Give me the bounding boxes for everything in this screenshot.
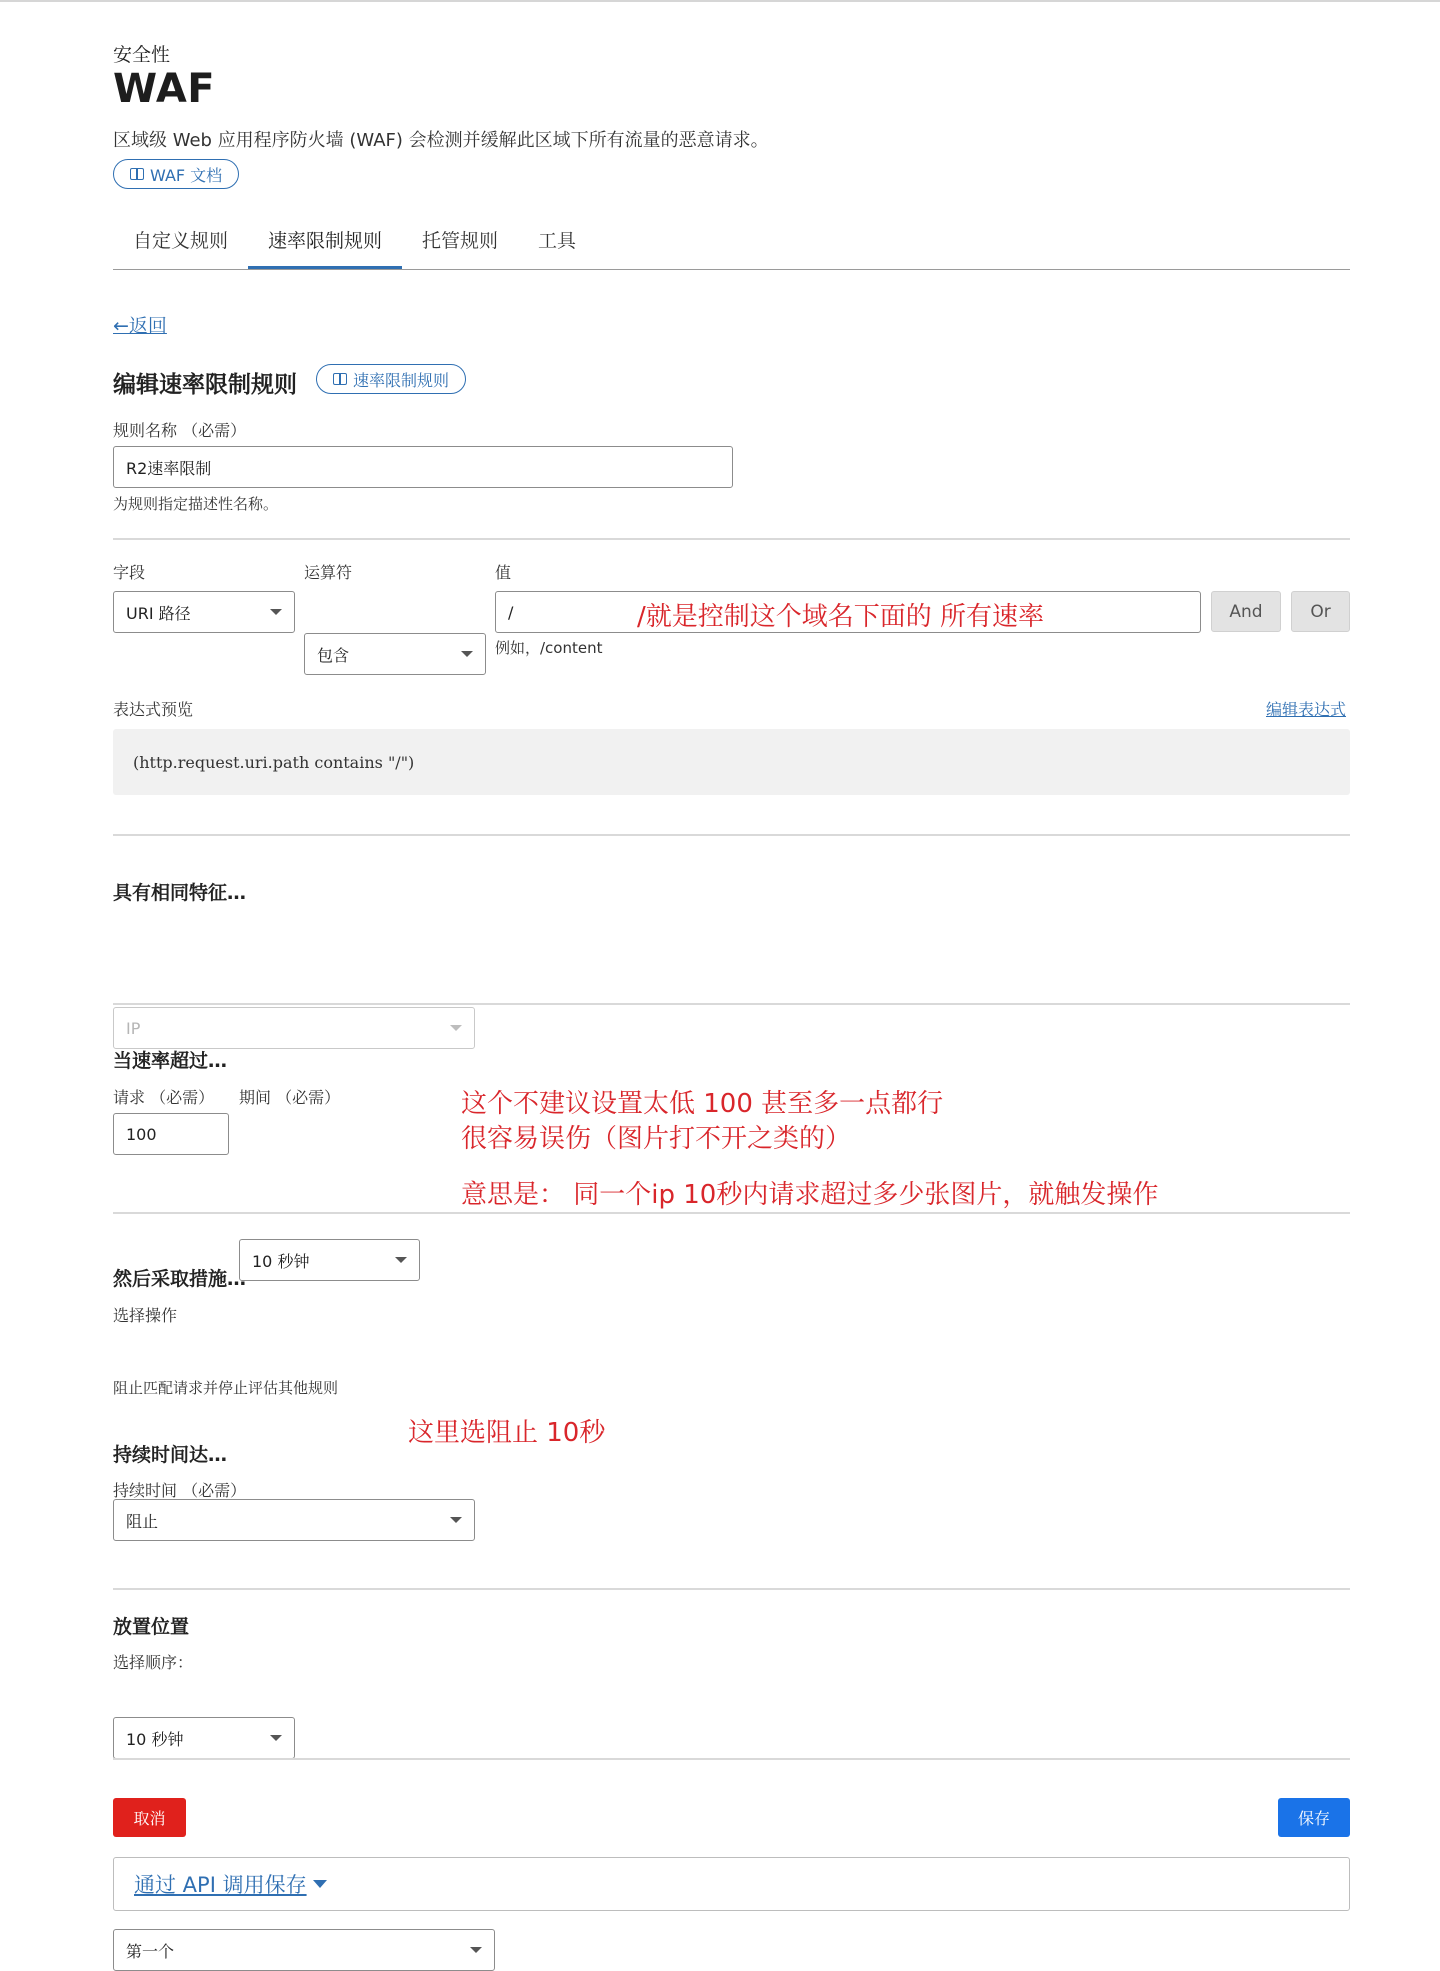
- placement-heading: 放置位置: [113, 1616, 190, 1638]
- divider: [113, 1003, 1350, 1005]
- divider: [113, 1758, 1350, 1760]
- action-hint: 阻止匹配请求并停止评估其他规则: [113, 1379, 339, 1397]
- expression-text: (http.request.uri.path contains "/"): [133, 752, 415, 772]
- divider: [113, 1212, 1350, 1214]
- operator-label: 运算符: [304, 563, 353, 582]
- chevron-down-icon: [470, 1947, 482, 1953]
- tab-bar: [113, 222, 1350, 270]
- field-select-value: URI 路径: [126, 603, 191, 623]
- annotation-value-note: /就是控制这个域名下面的 所有速率: [637, 602, 1045, 632]
- rule-name-input[interactable]: [113, 446, 733, 488]
- requests-label: 请求 （必需）: [113, 1088, 215, 1107]
- value-input-value: /: [508, 602, 514, 622]
- chevron-down-icon: [395, 1257, 407, 1263]
- period-select[interactable]: [239, 1239, 420, 1281]
- page-description: 区域级 Web 应用程序防火墙 (WAF) 会检测并缓解此区域下所有流量的恶意请求。: [113, 130, 769, 151]
- api-call-link[interactable]: 通过 API 调用保存: [134, 1873, 307, 1897]
- annotation-rate-note-3: 意思是： 同一个ip 10秒内请求超过多少张图片，就触发操作: [461, 1180, 1159, 1210]
- divider: [113, 1588, 1350, 1590]
- chevron-down-icon: [450, 1517, 462, 1523]
- cancel-button[interactable]: 取消: [113, 1798, 186, 1837]
- operator-select-value: 包含: [317, 645, 350, 665]
- value-hint: 例如，/content: [495, 639, 603, 657]
- save-button[interactable]: 保存: [1278, 1798, 1350, 1837]
- requests-value: 100: [126, 1124, 157, 1144]
- or-button[interactable]: Or: [1291, 591, 1350, 632]
- chevron-down-icon: [270, 609, 282, 615]
- action-label: 选择操作: [113, 1306, 178, 1325]
- chevron-down-icon: [461, 651, 473, 657]
- book-icon: [333, 373, 347, 385]
- period-value: 10 秒钟: [252, 1251, 310, 1271]
- duration-label: 持续时间 （必需）: [113, 1481, 247, 1500]
- divider: [113, 538, 1350, 540]
- api-call-panel: [113, 1857, 1350, 1911]
- action-value: 阻止: [126, 1511, 159, 1531]
- value-label: 值: [495, 563, 512, 582]
- waf-docs-link[interactable]: [113, 159, 239, 189]
- period-label: 期间 （必需）: [239, 1088, 341, 1107]
- chevron-down-icon: [270, 1735, 282, 1741]
- rate-heading: 当速率超过…: [113, 1050, 228, 1072]
- page-title: WAF: [113, 66, 216, 112]
- annotation-action-note: 这里选阻止 10秒: [408, 1418, 606, 1448]
- field-label: 字段: [113, 563, 146, 582]
- rule-name-label: 规则名称 （必需）: [113, 421, 247, 440]
- caret-down-icon[interactable]: [313, 1880, 327, 1888]
- placement-select[interactable]: [113, 1929, 495, 1971]
- requests-input[interactable]: [113, 1113, 229, 1155]
- waf-docs-label: WAF 文档: [150, 165, 223, 185]
- annotation-rate-note-2: 很容易误伤（图片打不开之类的）: [461, 1124, 852, 1154]
- tab-rate-limiting-rules[interactable]: 速率限制规则: [248, 222, 402, 269]
- rate-limit-docs-link[interactable]: [316, 364, 466, 394]
- tab-managed-rules[interactable]: 托管规则: [422, 230, 499, 252]
- rule-name-hint: 为规则指定描述性名称。: [113, 495, 279, 513]
- and-button[interactable]: And: [1211, 591, 1281, 632]
- section-kicker: 安全性: [113, 44, 171, 66]
- expression-preview: [113, 729, 1350, 795]
- operator-select[interactable]: [304, 633, 486, 675]
- back-link[interactable]: ←返回: [113, 315, 167, 337]
- top-border: [0, 0, 1440, 2]
- action-select[interactable]: [113, 1499, 475, 1541]
- duration-heading: 持续时间达…: [113, 1444, 228, 1466]
- expression-preview-label: 表达式预览: [113, 700, 194, 719]
- action-heading: 然后采取措施…: [113, 1268, 247, 1290]
- tab-custom-rules[interactable]: 自定义规则: [133, 230, 229, 252]
- rate-limit-docs-label: 速率限制规则: [353, 370, 450, 390]
- characteristics-heading: 具有相同特征…: [113, 882, 247, 904]
- rule-name-value: R2速率限制: [126, 458, 212, 478]
- placement-value: 第一个: [126, 1941, 175, 1961]
- duration-select[interactable]: [113, 1717, 295, 1759]
- divider: [113, 834, 1350, 836]
- tab-tools[interactable]: 工具: [538, 230, 577, 252]
- book-icon: [130, 168, 144, 180]
- chevron-down-icon: [450, 1025, 462, 1031]
- characteristics-value: IP: [126, 1018, 141, 1038]
- annotation-rate-note-1: 这个不建议设置太低 100 甚至多一点都行: [461, 1089, 944, 1119]
- characteristics-select: [113, 1007, 475, 1049]
- duration-value: 10 秒钟: [126, 1729, 184, 1749]
- editor-title: 编辑速率限制规则: [113, 372, 297, 398]
- placement-label: 选择顺序：: [113, 1653, 194, 1672]
- field-select[interactable]: [113, 591, 295, 633]
- edit-expression-link[interactable]: 编辑表达式: [1266, 700, 1347, 719]
